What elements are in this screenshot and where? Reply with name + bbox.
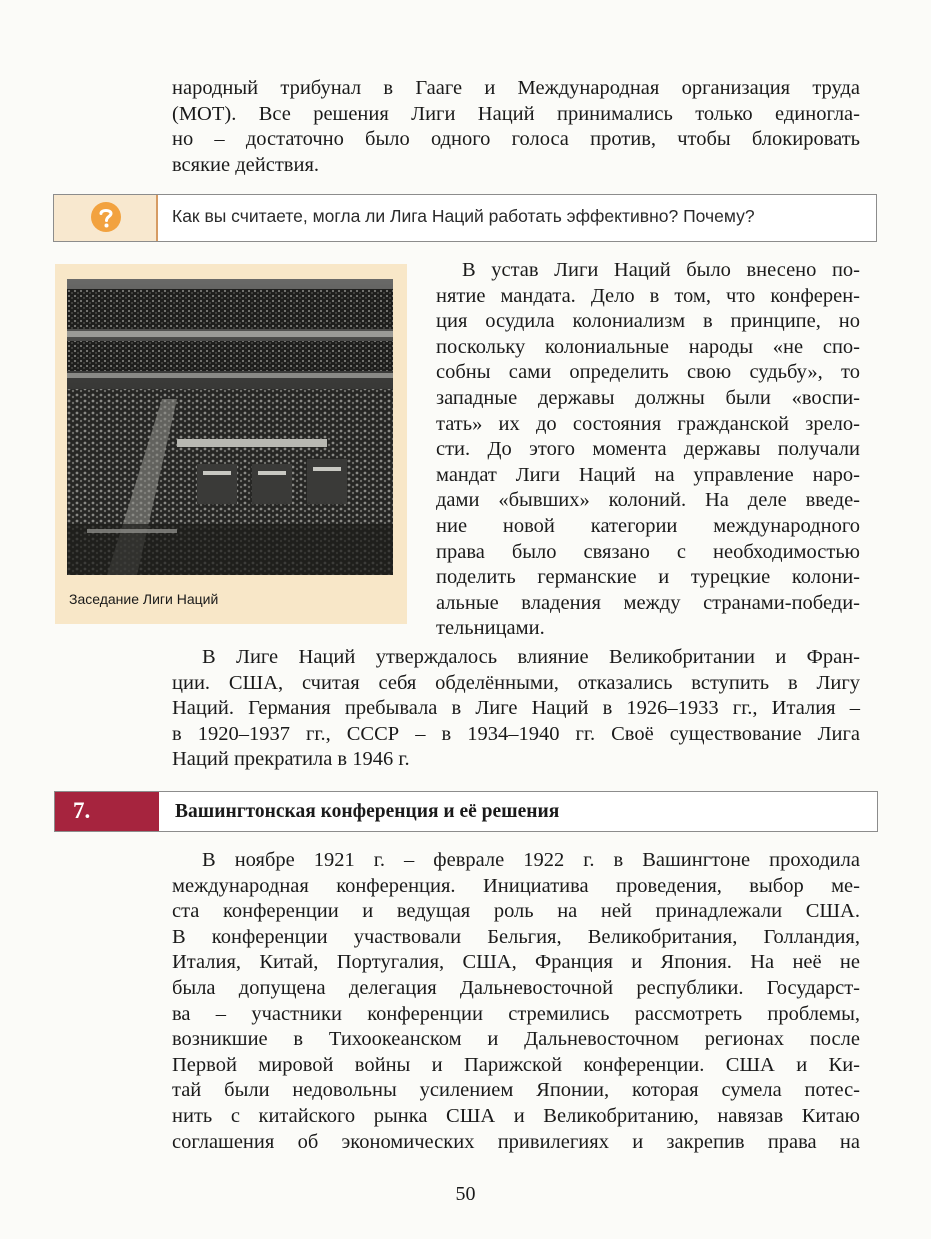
text-line: В устав Лиги Наций было внесено по- (462, 259, 860, 281)
text-line: ция осудила колониализм в принципе, но (436, 310, 860, 333)
section-number: 7. (73, 798, 91, 823)
section-number-box (55, 792, 159, 831)
text-line: тельницами. (436, 617, 545, 640)
text-line: международная конференция. Инициатива проведения, выбор ме- (172, 874, 860, 897)
text-line: ции. США, считая себя обделёнными, отказались вступить в Лигу (172, 671, 860, 694)
text-line: сти. До этого момента державы получали (436, 438, 860, 461)
text-line: Италия, Китай, Португалия, США, Франция и Япония. На неё не (172, 951, 860, 974)
text-line: Наций прекратила в 1946 г. (172, 748, 410, 771)
assembly-photo (67, 279, 393, 575)
text-line: всякие действия. (172, 153, 320, 176)
question-box (53, 194, 877, 242)
text-line: Наций. Германия пребывала в Лиге Наций в 1926–1933 гг., Италия – (172, 697, 860, 720)
text-line: поскольку колониальные народы «не спо- (436, 335, 860, 358)
text-line: возникшие в Тихоокеанском и Дальневосточном регионах после (172, 1028, 860, 1051)
text-line: ста конференции и ведущая роль на ней принадлежали США. (172, 900, 860, 923)
text-line: альные владения между странами-победи- (436, 591, 860, 614)
text-line: В конференции участвовали Бельгия, Великобритания, Голландия, (172, 925, 860, 948)
text-line: нить с китайского рынка США и Великобританию, навязав Китаю (172, 1104, 860, 1127)
text-line: тать» их до состояния гражданской зрело- (436, 412, 860, 435)
text-line: в 1920–1937 гг., СССР – в 1934–1940 гг. Своё существование Лига (172, 722, 860, 745)
text-line: западные державы должны были «воспи- (436, 386, 860, 409)
text-line: (МОТ). Все решения Лиги Наций принимались только единогла- (172, 102, 860, 125)
washington-paragraph (172, 848, 860, 1155)
question-mark-icon (90, 201, 122, 233)
section-header (54, 791, 878, 832)
mandate-paragraph (436, 258, 860, 642)
text-line: но – достаточно было одного голоса против, чтобы блокировать (172, 128, 860, 151)
text-line: была допущена делегация Дальневосточной республики. Государст- (172, 976, 860, 999)
text-line: В ноябре 1921 г. – феврале 1922 г. в Вашингтоне проходила (202, 849, 860, 871)
text-line: В Лиге Наций утверждалось влияние Великобритании и Фран- (202, 646, 860, 668)
text-line: мандат Лиги Наций на управление наро- (436, 463, 860, 486)
photo-caption: Заседание Лиги Наций (69, 591, 219, 607)
intro-paragraph (172, 76, 860, 178)
text-line: Первой мировой войны и Парижской конференции. США и Ки- (172, 1053, 860, 1076)
section-title: Вашингтонская конференция и её решения (175, 801, 560, 822)
text-line: соглашения об экономических привилегиях и закрепив права на (172, 1130, 860, 1153)
text-line: ние новой категории международного (436, 514, 860, 537)
page-number: 50 (455, 1183, 476, 1205)
league-paragraph (172, 645, 860, 773)
text-line: дами «бывших» колоний. На деле введе- (436, 489, 860, 512)
text-line: поделить германские и турецкие колони- (436, 566, 860, 589)
text-line: собны сами определить свою судьбу», то (436, 361, 860, 384)
text-line: народный трибунал в Гааге и Международная организация труда (172, 77, 860, 99)
question-icon-area (54, 195, 158, 241)
text-line: нятие мандата. Дело в том, что конферен- (436, 284, 860, 307)
photo-frame (55, 264, 407, 624)
text-line: ва – участники конференции стремились рассмотреть проблемы, (172, 1002, 860, 1025)
question-text: Как вы считаете, могла ли Лига Наций работать эффективно? Почему? (172, 206, 755, 226)
text-line: права было связано с необходимостью (436, 540, 860, 563)
text-line: тай были недовольны усилением Японии, которая сумела потес- (172, 1079, 860, 1102)
